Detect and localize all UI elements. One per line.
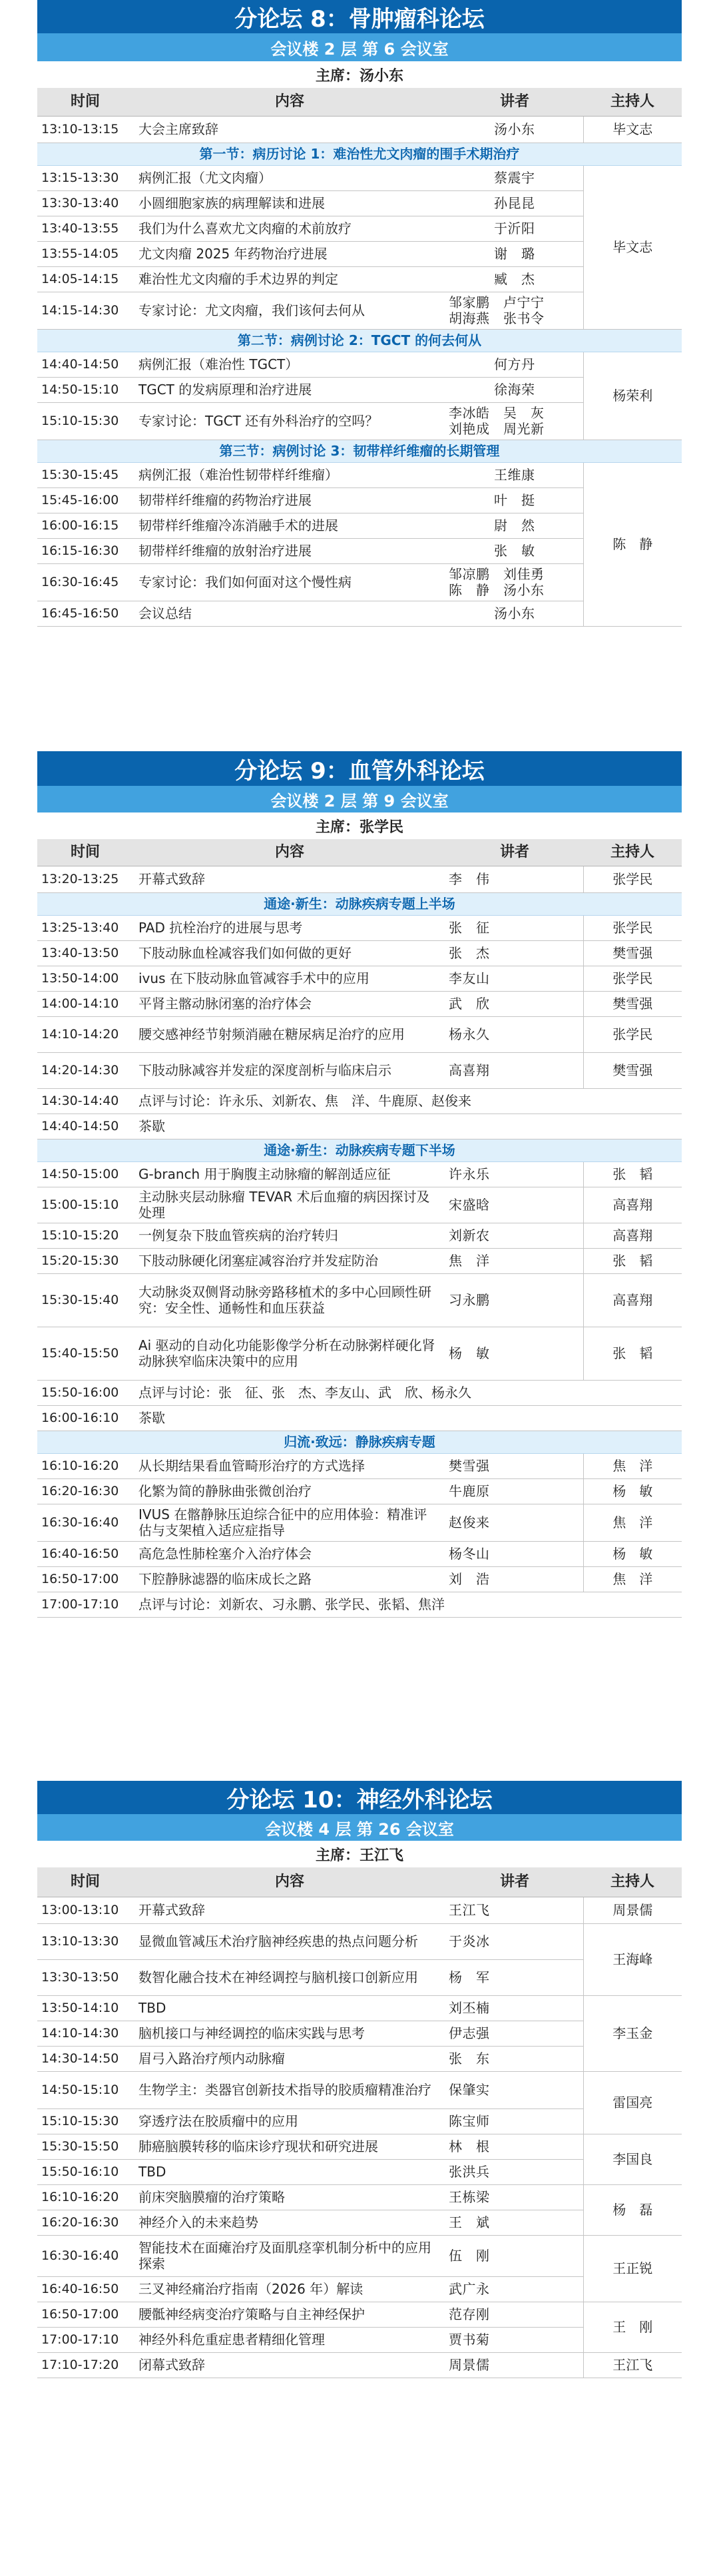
session-subheader [37,329,682,352]
host-cell: 杨荣利 [583,352,682,440]
host-cell: 张学民 [583,915,682,940]
host-cell: 张学民 [583,866,682,892]
topic-cell: 尤文肉瘤 2025 年药物治疗进展 [133,241,446,266]
table-row [37,1405,682,1431]
speaker-cell: 汤小东 [446,116,583,143]
time-cell: 16:10-16:20 [37,2184,133,2210]
time-cell: 13:30-13:40 [37,190,133,216]
topic-cell: Ai 驱动的自动化功能影像学分析在动脉粥样硬化肾动脉狭窄临床决策中的应用 [133,1327,446,1380]
host-cell: 樊雪强 [583,940,682,966]
time-cell: 14:30-14:40 [37,1088,133,1114]
speaker-cell: 张 敏 [446,538,583,563]
speaker-cell: 邹凉鹏 刘佳勇 陈 静 汤小东 [446,563,583,601]
speaker-cell: 邹家鹏 卢宁宁 胡海燕 张书令 [446,292,583,329]
schedule-table [37,88,682,627]
time-cell: 16:00-16:15 [37,513,133,538]
time-cell: 16:20-16:30 [37,1478,133,1504]
topic-cell: 神经外科危重症患者精细化管理 [133,2327,446,2352]
session-subheader [37,892,682,915]
column-header: 讲者 [446,88,583,116]
table-row [37,1592,682,1617]
speaker-cell: 周景儒 [446,2352,583,2378]
table-row [37,1223,682,1248]
time-cell: 15:20-15:30 [37,1248,133,1273]
time-cell: 13:15-13:30 [37,165,133,190]
column-header: 讲者 [446,839,583,866]
topic-cell: PAD 抗栓治疗的进展与思考 [133,915,446,940]
time-cell: 13:30-13:50 [37,1959,133,1995]
host-cell: 周景儒 [583,1897,682,1923]
topic-cell: 主动脉夹层动脉瘤 TEVAR 术后血瘤的病因探讨及处理 [133,1187,446,1223]
speaker-cell: 保肇实 [446,2071,583,2108]
topic-cell: 闭幕式致辞 [133,2352,446,2378]
time-cell: 17:00-17:10 [37,1592,133,1617]
table-row [37,1504,682,1541]
forum-venue: 会议楼 2 层 第 6 会议室 [37,33,682,61]
time-cell: 14:05-14:15 [37,266,133,292]
forum-section [37,1781,682,2378]
topic-cell: 显微血管减压术治疗脑神经疾患的热点问题分析 [133,1923,446,1959]
topic-cell: 从长期结果看血管畸形治疗的方式选择 [133,1453,446,1478]
topic-cell: 韧带样纤维瘤冷冻消融手术的进展 [133,513,446,538]
column-header: 主持人 [583,1867,682,1897]
session-title: 通途·新生：动脉疾病专题上半场 [37,892,682,915]
speaker-cell: 武广永 [446,2276,583,2302]
time-cell: 17:00-17:10 [37,2327,133,2352]
table-row [37,352,682,377]
topic-cell: 难治性尤文肉瘤的手术边界的判定 [133,266,446,292]
table-header-row [37,88,682,116]
topic-cell: 下肢动脉硬化闭塞症减容治疗并发症防治 [133,1248,446,1273]
forum-section [37,0,682,627]
speaker-cell: 杨 军 [446,1959,583,1995]
topic-cell: 韧带样纤维瘤的药物治疗进展 [133,487,446,513]
time-cell: 13:40-13:55 [37,216,133,241]
session-title: 第一节：病历讨论 1：难治性尤文肉瘤的围手术期治疗 [37,143,682,165]
host-cell: 樊雪强 [583,991,682,1016]
topic-cell: 小圆细胞家族的病理解读和进展 [133,190,446,216]
topic-cell: 韧带样纤维瘤的放射治疗进展 [133,538,446,563]
column-header: 时间 [37,839,133,866]
host-cell: 张学民 [583,966,682,991]
session-subheader [37,440,682,462]
forum-chair: 主席：王江飞 [315,1847,403,1864]
speaker-cell: 何方丹 [446,352,583,377]
session-title: 第二节：病例讨论 2：TGCT 的何去何从 [37,329,682,352]
topic-cell: 下肢动脉减容并发症的深度剖析与临床启示 [133,1052,446,1088]
table-row [37,2071,682,2108]
speaker-cell: 刘丕楠 [446,1995,583,2021]
time-cell: 15:30-15:45 [37,462,133,487]
table-row [37,2235,682,2276]
topic-cell: 专家讨论：我们如何面对这个慢性病 [133,563,446,601]
topic-cell: 病例汇报（难治性韧带样纤维瘤） [133,462,446,487]
speaker-cell: 李 伟 [446,866,583,892]
table-row [37,1995,682,2021]
host-cell: 杨 敏 [583,1541,682,1566]
table-row [37,1114,682,1139]
time-cell: 14:40-14:50 [37,352,133,377]
speaker-cell: 于沂阳 [446,216,583,241]
column-header: 主持人 [583,839,682,866]
speaker-cell: 孙昆昆 [446,190,583,216]
host-cell: 雷国亮 [583,2071,682,2134]
time-cell: 16:45-16:50 [37,601,133,626]
time-cell: 13:20-13:25 [37,866,133,892]
speaker-cell: 李友山 [446,966,583,991]
topic-cell: 一例复杂下肢血管疾病的治疗转归 [133,1223,446,1248]
speaker-cell: 杨冬山 [446,1541,583,1566]
host-cell: 李玉金 [583,1995,682,2071]
forum-section [37,751,682,1618]
host-cell: 焦 洋 [583,1566,682,1592]
table-row [37,1478,682,1504]
speaker-cell: 刘 浩 [446,1566,583,1592]
host-cell: 陈 静 [583,462,682,626]
time-cell: 16:50-17:00 [37,1566,133,1592]
host-cell: 王海峰 [583,1923,682,1995]
time-cell: 13:50-14:00 [37,966,133,991]
topic-cell: 腰骶神经病变治疗策略与自主神经保护 [133,2302,446,2327]
table-row [37,1016,682,1052]
speaker-cell: 陈宝师 [446,2108,583,2134]
topic-cell: 神经介入的未来趋势 [133,2210,446,2235]
speaker-cell: 臧 杰 [446,266,583,292]
topic-cell: 平肾主髂动脉闭塞的治疗体会 [133,991,446,1016]
speaker-cell: 张洪兵 [446,2159,583,2184]
topic-cell: 病例汇报（尤文肉瘤） [133,165,446,190]
time-cell: 13:40-13:50 [37,940,133,966]
topic-cell: 化繁为简的静脉曲张微创治疗 [133,1478,446,1504]
speaker-cell: 徐海荣 [446,377,583,402]
session-subheader [37,1139,682,1161]
column-header: 内容 [133,88,446,116]
topic-cell: 点评与讨论：张 征、张 杰、李友山、武 欣、杨永久 [133,1380,682,1405]
time-cell: 16:30-16:40 [37,2235,133,2276]
table-row [37,1088,682,1114]
table-row [37,1273,682,1327]
column-header: 主持人 [583,88,682,116]
table-row [37,1327,682,1380]
table-row [37,2184,682,2210]
speaker-cell: 张 杰 [446,940,583,966]
speaker-cell: 李冰皓 吴 灰 刘艳成 周光新 [446,402,583,440]
topic-cell: 智能技术在面瘫治疗及面肌痉挛机制分析中的应用探索 [133,2235,446,2276]
speaker-cell: 宋盛晗 [446,1187,583,1223]
time-cell: 15:10-15:30 [37,402,133,440]
speaker-cell: 焦 洋 [446,1248,583,1273]
column-header: 内容 [133,1867,446,1897]
host-cell: 毕文志 [583,165,682,329]
speaker-cell: 张 征 [446,915,583,940]
time-cell: 16:40-16:50 [37,2276,133,2302]
time-cell: 16:30-16:40 [37,1504,133,1541]
host-cell: 张 韬 [583,1248,682,1273]
table-row [37,1248,682,1273]
topic-cell: 大会主席致辞 [133,116,446,143]
host-cell: 高喜翔 [583,1223,682,1248]
host-cell: 张 韬 [583,1327,682,1380]
topic-cell: 肺癌脑膜转移的临床诊疗现状和研究进展 [133,2134,446,2159]
topic-cell: 下肢动脉血栓减容我们如何做的更好 [133,940,446,966]
host-cell: 杨 敏 [583,1478,682,1504]
time-cell: 13:50-14:10 [37,1995,133,2021]
forum-venue: 会议楼 4 层 第 26 会议室 [37,1814,682,1841]
table-row [37,1453,682,1478]
topic-cell: G-branch 用于胸腹主动脉瘤的解剖适应征 [133,1161,446,1187]
topic-cell: 数智化融合技术在神经调控与脑机接口创新应用 [133,1959,446,1995]
speaker-cell: 杨 敏 [446,1327,583,1380]
speaker-cell: 范存刚 [446,2302,583,2327]
host-cell: 王江飞 [583,2352,682,2378]
time-cell: 15:50-16:10 [37,2159,133,2184]
speaker-cell: 武 欣 [446,991,583,1016]
table-row [37,915,682,940]
topic-cell: 病例汇报（难治性 TGCT） [133,352,446,377]
column-header: 讲者 [446,1867,583,1897]
topic-cell: 脑机接口与神经调控的临床实践与思考 [133,2021,446,2046]
time-cell: 16:30-16:45 [37,563,133,601]
forum-chair: 主席：张学民 [315,818,403,836]
speaker-cell: 高喜翔 [446,1052,583,1088]
table-row [37,966,682,991]
speaker-cell: 王栋梁 [446,2184,583,2210]
session-title: 通途·新生：动脉疾病专题下半场 [37,1139,682,1161]
speaker-cell: 蔡震宇 [446,165,583,190]
table-row [37,1052,682,1088]
table-row [37,1187,682,1223]
topic-cell: 眉弓入路治疗颅内动脉瘤 [133,2046,446,2071]
topic-cell: 开幕式致辞 [133,866,446,892]
column-header: 时间 [37,1867,133,1897]
time-cell: 14:15-14:30 [37,292,133,329]
table-row [37,991,682,1016]
schedule-table [37,1867,682,2378]
topic-cell: 专家讨论：TGCT 还有外科治疗的空吗？ [133,402,446,440]
topic-cell: ivus 在下肢动脉血管减容手术中的应用 [133,966,446,991]
topic-cell: TBD [133,2159,446,2184]
time-cell: 15:30-15:50 [37,2134,133,2159]
forum-title: 分论坛 8：骨肿瘤科论坛 [37,0,682,33]
host-cell: 王正锐 [583,2235,682,2302]
time-cell: 13:10-13:30 [37,1923,133,1959]
speaker-cell: 叶 挺 [446,487,583,513]
host-cell: 高喜翔 [583,1273,682,1327]
topic-cell: TBD [133,1995,446,2021]
table-row [37,866,682,892]
speaker-cell: 谢 璐 [446,241,583,266]
speaker-cell: 牛鹿原 [446,1478,583,1504]
table-row [37,2302,682,2327]
time-cell: 13:25-13:40 [37,915,133,940]
speaker-cell: 刘新农 [446,1223,583,1248]
table-row [37,1897,682,1923]
forum-chair: 主席：汤小东 [315,67,403,85]
topic-cell: 茶歇 [133,1405,682,1431]
topic-cell: IVUS 在髂静脉压迫综合征中的应用体验：精准评估与支架植入适应症指导 [133,1504,446,1541]
host-cell: 焦 洋 [583,1504,682,1541]
time-cell: 14:50-15:00 [37,1161,133,1187]
speaker-cell: 伊志强 [446,2021,583,2046]
speaker-cell: 王 斌 [446,2210,583,2235]
host-cell: 张学民 [583,1016,682,1052]
table-row [37,116,682,143]
host-cell: 张 韬 [583,1161,682,1187]
table-header-row [37,1867,682,1897]
host-cell: 杨 磊 [583,2184,682,2235]
column-header: 内容 [133,839,446,866]
session-title: 归流·致远：静脉疾病专题 [37,1431,682,1453]
topic-cell: 我们为什么喜欢尤文肉瘤的术前放疗 [133,216,446,241]
time-cell: 13:00-13:10 [37,1897,133,1923]
topic-cell: 腰交感神经节射频消融在糖尿病足治疗的应用 [133,1016,446,1052]
session-title: 第三节：病例讨论 3：韧带样纤维瘤的长期管理 [37,440,682,462]
speaker-cell: 伍 刚 [446,2235,583,2276]
time-cell: 14:00-14:10 [37,991,133,1016]
topic-cell: 生物学主：类器官创新技术指导的胶质瘤精准治疗 [133,2071,446,2108]
table-row [37,165,682,190]
time-cell: 14:10-14:30 [37,2021,133,2046]
speaker-cell: 杨永久 [446,1016,583,1052]
speaker-cell: 尉 然 [446,513,583,538]
table-row [37,1923,682,1959]
topic-cell: 点评与讨论：许永乐、刘新农、焦 洋、牛鹿原、赵俊来 [133,1088,682,1114]
topic-cell: 下腔静脉滤器的临床成长之路 [133,1566,446,1592]
table-row [37,1541,682,1566]
table-row [37,940,682,966]
table-row [37,2134,682,2159]
topic-cell: TGCT 的发病原理和治疗进展 [133,377,446,402]
time-cell: 15:50-16:00 [37,1380,133,1405]
topic-cell: 点评与讨论：刘新农、习永鹏、张学民、张韬、焦洋 [133,1592,682,1617]
topic-cell: 专家讨论：尤文肉瘤，我们该何去何从 [133,292,446,329]
speaker-cell: 王江飞 [446,1897,583,1923]
speaker-cell: 樊雪强 [446,1453,583,1478]
table-row [37,462,682,487]
host-cell: 毕文志 [583,116,682,143]
time-cell: 16:15-16:30 [37,538,133,563]
time-cell: 13:55-14:05 [37,241,133,266]
time-cell: 15:40-15:50 [37,1327,133,1380]
host-cell: 樊雪强 [583,1052,682,1088]
speaker-cell: 习永鹏 [446,1273,583,1327]
time-cell: 15:30-15:40 [37,1273,133,1327]
time-cell: 16:40-16:50 [37,1541,133,1566]
time-cell: 15:10-15:20 [37,1223,133,1248]
topic-cell: 前床突脑膜瘤的治疗策略 [133,2184,446,2210]
speaker-cell: 许永乐 [446,1161,583,1187]
time-cell: 14:40-14:50 [37,1114,133,1139]
topic-cell: 开幕式致辞 [133,1897,446,1923]
session-subheader [37,1431,682,1453]
time-cell: 14:20-14:30 [37,1052,133,1088]
host-cell: 李国良 [583,2134,682,2184]
speaker-cell: 林 根 [446,2134,583,2159]
time-cell: 15:10-15:30 [37,2108,133,2134]
host-cell: 焦 洋 [583,1453,682,1478]
time-cell: 14:30-14:50 [37,2046,133,2071]
table-header-row [37,839,682,866]
schedule-table [37,839,682,1618]
time-cell: 14:50-15:10 [37,2071,133,2108]
time-cell: 14:10-14:20 [37,1016,133,1052]
table-row [37,1566,682,1592]
time-cell: 17:10-17:20 [37,2352,133,2378]
speaker-cell: 王维康 [446,462,583,487]
table-row [37,1161,682,1187]
time-cell: 13:10-13:15 [37,116,133,143]
speaker-cell: 贾书菊 [446,2327,583,2352]
table-row [37,2352,682,2378]
time-cell: 16:10-16:20 [37,1453,133,1478]
speaker-cell: 汤小东 [446,601,583,626]
time-cell: 16:00-16:10 [37,1405,133,1431]
topic-cell: 茶歇 [133,1114,682,1139]
time-cell: 16:20-16:30 [37,2210,133,2235]
topic-cell: 大动脉炎双侧肾动脉旁路移植术的多中心回顾性研究：安全性、通畅性和血压获益 [133,1273,446,1327]
forum-title: 分论坛 10：神经外科论坛 [37,1781,682,1814]
host-cell: 高喜翔 [583,1187,682,1223]
topic-cell: 会议总结 [133,601,446,626]
topic-cell: 高危急性肺栓塞介入治疗体会 [133,1541,446,1566]
speaker-cell: 张 东 [446,2046,583,2071]
speaker-cell: 赵俊来 [446,1504,583,1541]
forum-title: 分论坛 9：血管外科论坛 [37,751,682,786]
time-cell: 15:00-15:10 [37,1187,133,1223]
column-header: 时间 [37,88,133,116]
session-subheader [37,143,682,165]
speaker-cell: 于炎冰 [446,1923,583,1959]
forum-venue: 会议楼 2 层 第 9 会议室 [37,786,682,812]
topic-cell: 穿透疗法在胶质瘤中的应用 [133,2108,446,2134]
time-cell: 16:50-17:00 [37,2302,133,2327]
time-cell: 15:45-16:00 [37,487,133,513]
table-row [37,1380,682,1405]
topic-cell: 三叉神经痛治疗指南（2026 年）解读 [133,2276,446,2302]
host-cell: 王 刚 [583,2302,682,2352]
time-cell: 14:50-15:10 [37,377,133,402]
